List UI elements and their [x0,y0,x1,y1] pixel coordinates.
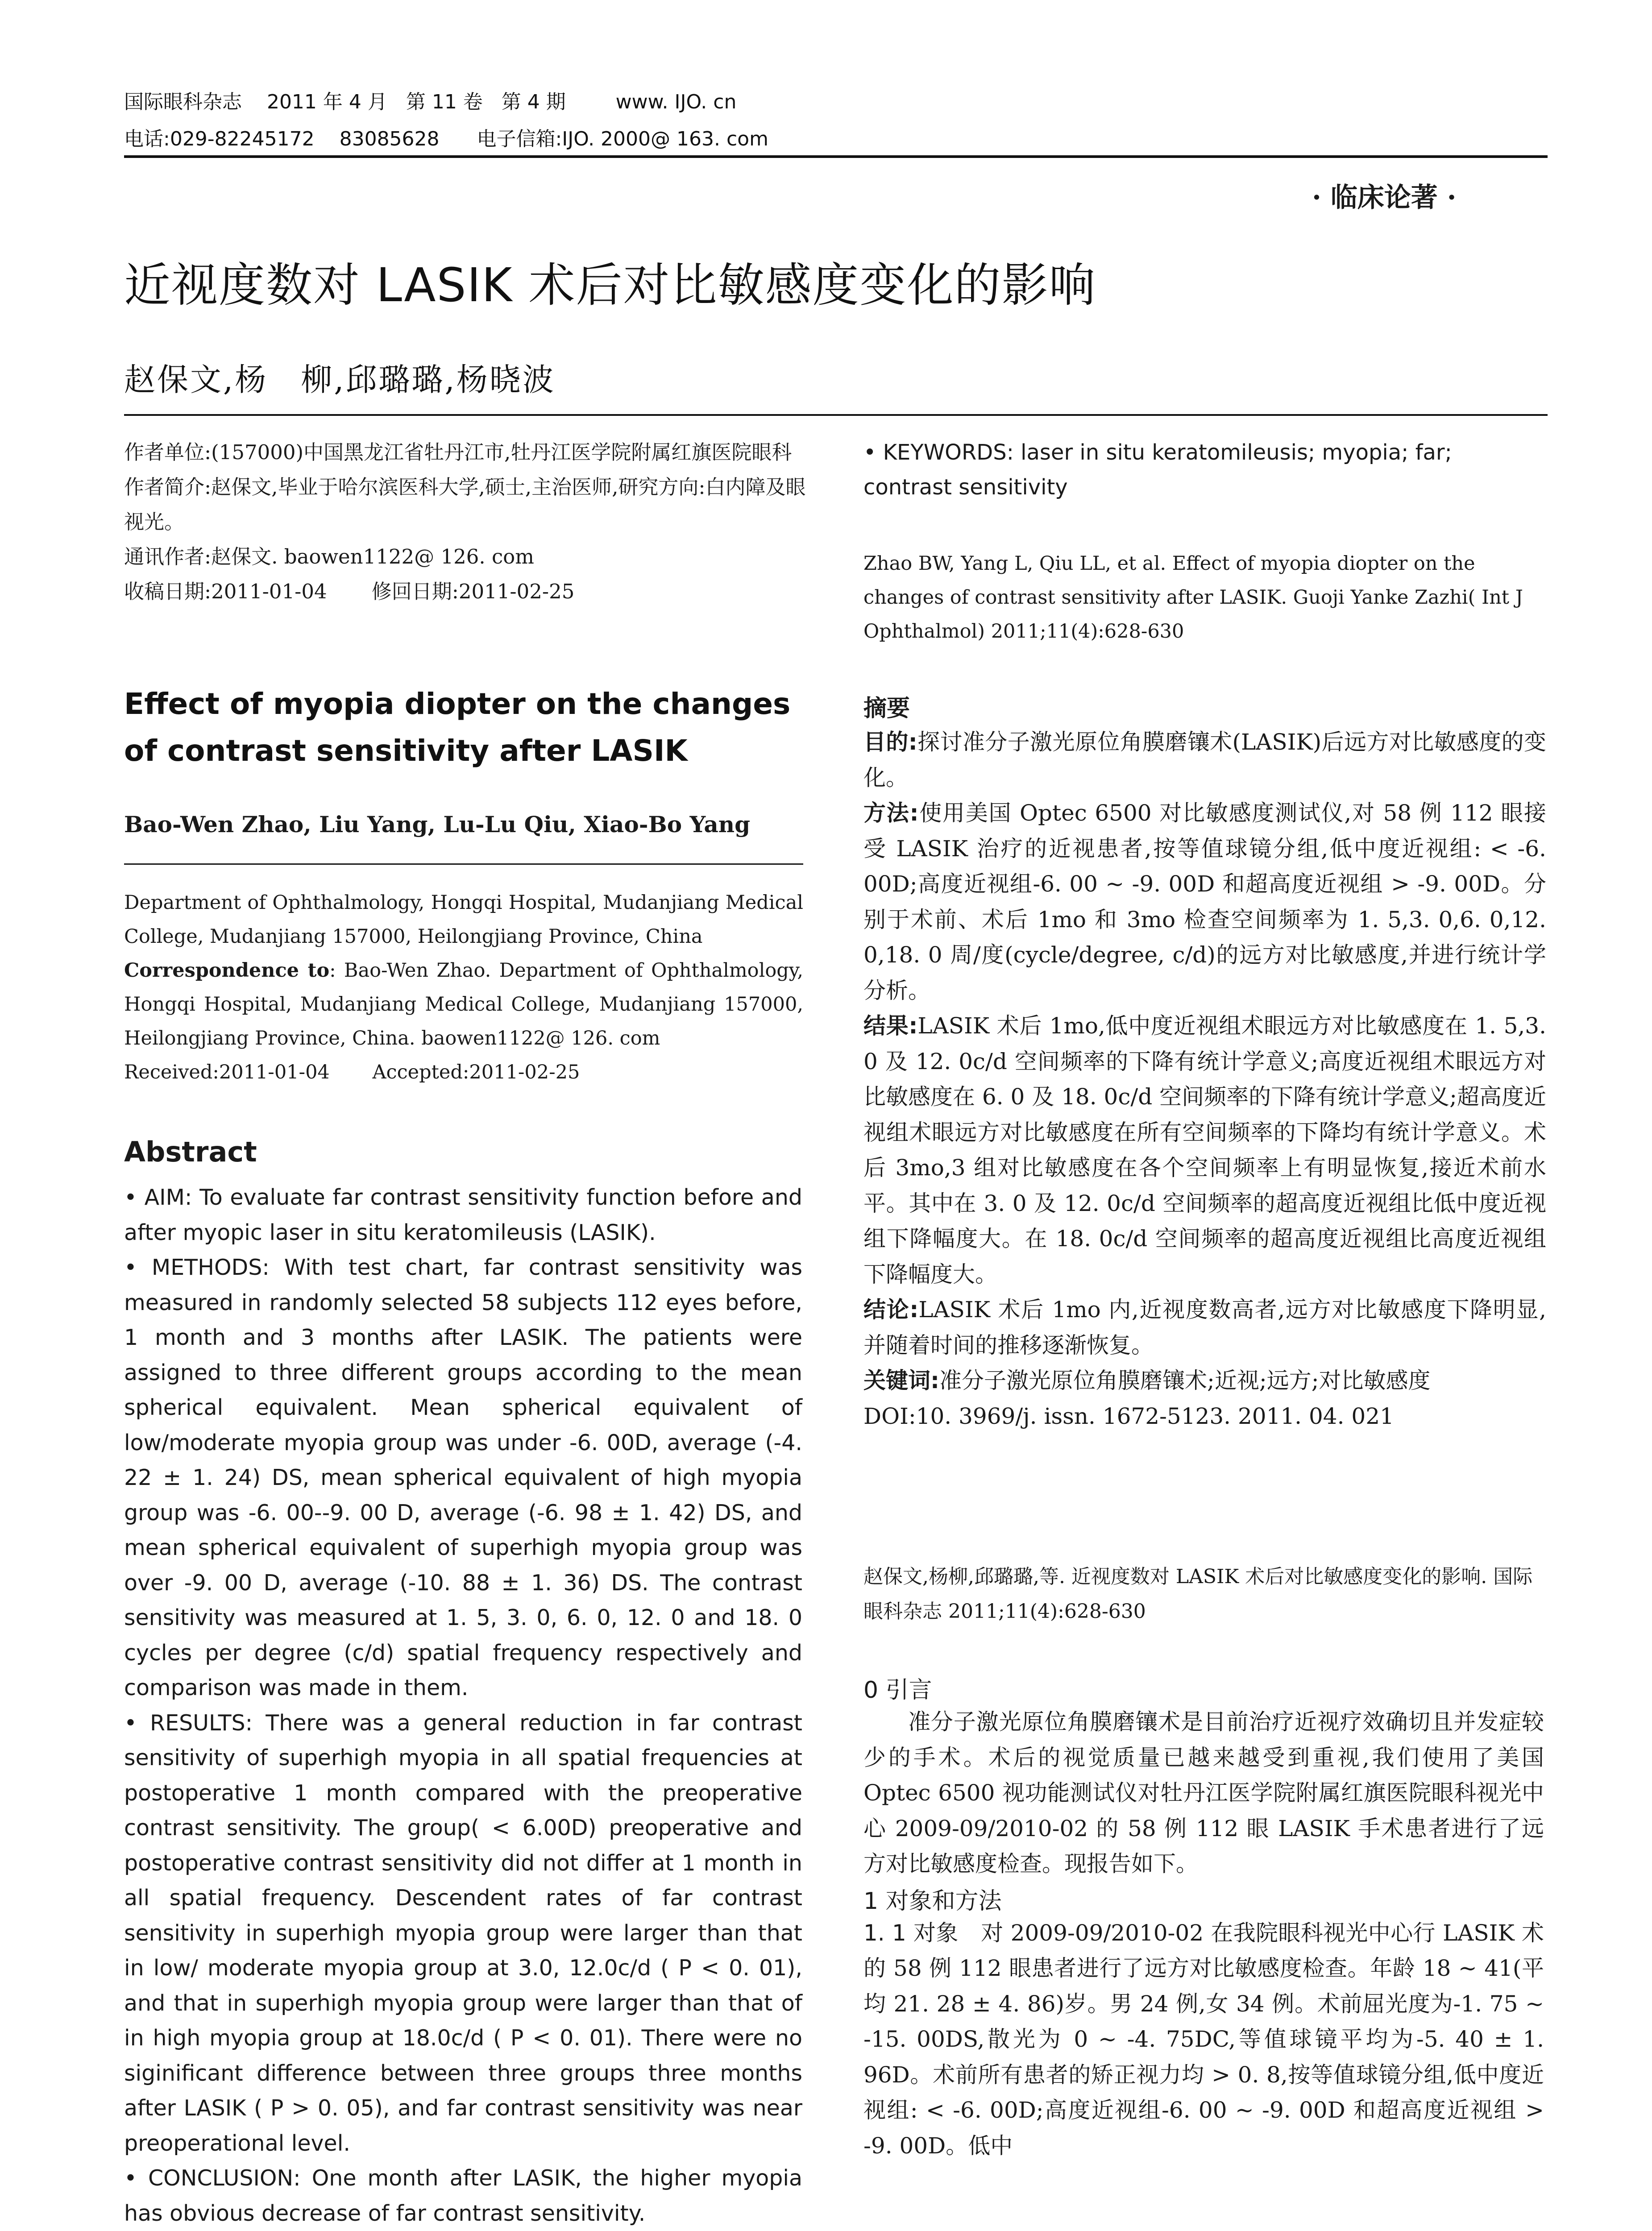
department: Department of Ophthalmology, Hongqi Hospital, Mudanjiang Medical College, Mudanjiang 157000, Heilongjiang Province, China [124,892,803,948]
en-citation: Zhao BW, Yang L, Qiu LL, et al. Effect of myopia diopter on the changes of contrast sensitivity after LASIK. Guoji Yanke Zazhi( Int J Ophthalmol) 2011;11(4):628-630 [863,552,1523,643]
cn-aim-label: 目的: [863,729,917,755]
title-rule [124,414,1548,416]
cn-citation: 赵保文,杨柳,邱璐璐,等. 近视度数对 LASIK 术后对比敏感度变化的影响. 国际眼科杂志 2011;11(4):628-630 [863,1565,1533,1623]
en-authors-block [124,811,807,838]
en-abstract [124,1180,802,2231]
abstract-conclusion: • CONCLUSION: One month after LASIK, the higher myopia has obvious decrease of far contrast sensitivity. [124,2165,802,2226]
en-title: Effect of myopia diopter on the changes of contrast sensitivity after LASIK [124,687,791,768]
cn-authors: 赵保文,杨 柳,邱璐璐,杨晓波 [124,361,556,398]
zhaiyao-heading: 摘要 [863,695,910,722]
affiliation-block [124,435,807,609]
right-column-top [863,435,1546,505]
cn-abstract [863,689,1546,1434]
journal-header-line2: 电话:029-82245172 83085628 电子信箱:IJO. 2000@ 163. com [124,128,768,150]
cn-keywords-label: 关键词: [863,1368,939,1393]
header-rule [124,155,1548,158]
cn-conclusion-label: 结论: [863,1297,919,1323]
correspondence-label: Correspondence to [124,959,330,982]
subjects-paragraph: 对 2009-09/2010-02 在我院眼科视光中心行 LASIK 术的 58 例 112 眼患者进行了远方对比敏感度检查。年龄 18 ~ 41(平均 21. 28 ± 4. 86)岁。男 24 例,女 34 例。术前屈光度为-1. 75 ~ -15. 00DS,散光为 0 ~ -4. 75DC,等值球镜平均为-5. 40 ± 1. 96D。术前所有患者的矫正视力均 > 0. 8,按等值球镜分组,低中度近视组: < -6. 00D;高度近视组-6. 00 ~ -9. 00D 和超高度近视组 > -9. 00D。低中 [863,1920,1544,2159]
department-block [124,886,803,1089]
correspondence-text: : Bao-Wen Zhao. Department of Ophthalmology, Hongqi Hospital, Mudanjiang Medical College, Mudanjiang 157000, Heilongjiang Province, China. baowen1122@ 126. com [124,959,803,1049]
cn-results: LASIK 术后 1mo,低中度近视组术眼远方对比敏感度在 1. 5,3. 0 及 12. 0c/d 空间频率的下降有统计学意义;高度近视组术眼远方对比敏感度在 6. 0 及 18. 0c/d 空间频率的下降有统计学意义;超高度近视组术眼远方对比敏感度在所有空间频率的下降均有统计学意义。术后 3mo,3 组对比敏感度在各个空间频率上有明显恢复,接近术前水平。其中在 3. 0 及 12. 0c/d 空间频率的超高度近视组比低中度近视组下降幅度大。在 18. 0c/d 空间频率的超高度近视组比高度近视组下降幅度大。 [863,1013,1546,1287]
author-bio: 作者简介:赵保文,毕业于哈尔滨医科大学,硕士,主治医师,研究方向:白内障及眼视光。 [124,475,806,534]
subjects-subheading: 1. 1 对象 [863,1920,959,1946]
abstract-results: • RESULTS: There was a general reduction in far contrast sensitivity of superhigh myopia in all spatial frequencies at postoperative 1 month compared with the preoperative contrast sensitivity. The group( < 6.00D) preoperative and postoperative contrast sensitivity did not differ at 1 month in all spatial frequency. Descendent rates of far contrast sensitivity in superhigh myopia group were larger than that in low/ moderate myopia group at 3.0, 12.0c/d ( P < 0. 01), and that in superhigh myopia group were larger than that of in high myopia group at 18.0c/d ( P < 0. 01). There were no siginificant difference between three groups three months after LASIK ( P > 0. 05), and far contrast sensitivity was near preoperational level. [124,1710,802,2156]
doi: DOI:10. 3969/j. issn. 1672-5123. 2011. 04. 021 [863,1403,1394,1429]
authors-rule [124,863,803,865]
intro-paragraph: 准分子激光原位角膜磨镶术是目前治疗近视疗效确切且并发症较少的手术。术后的视觉质量已越来越受到重视,我们使用了美国 Optec 6500 视功能测试仪对牡丹江医学院附属红旗医院眼科视光中心 2009-09/2010-02 的 58 例 112 眼 LASIK 手术患者进行了远方对比敏感度检查。现报告如下。 [863,1709,1544,1877]
author-unit: 作者单位:(157000)中国黑龙江省牡丹江市,牡丹江医学院附属红旗医院眼科 [124,440,792,464]
cn-keywords: 准分子激光原位角膜磨镶术;近视;远方;对比敏感度 [939,1368,1431,1393]
cn-citation-block [863,1559,1546,1629]
cn-methods-label: 方法: [863,800,919,826]
cn-results-label: 结果: [863,1013,918,1039]
abstract-methods: • METHODS: With test chart, far contrast sensitivity was measured in randomly selected 58 subjects 112 eyes before, 1 month and 3 months after LASIK. The patients were assigned to three different groups according to the mean spherical equivalent. Mean spherical equivalent of low/moderate myopia group was under -6. 00D, average (-4. 22 ± 1. 24) DS, mean spherical equivalent of high myopia group was -6. 00--9. 00 D, average (-6. 98 ± 1. 42) DS, and mean spherical equivalent of superhigh myopia group was over -9. 00 D, average (-10. 88 ± 1. 36) DS. The contrast sensitivity was measured at 1. 5, 3. 0, 6. 0, 12. 0 and 18. 0 cycles per degree (c/d) spatial frequency respectively and comparison was made in them. [124,1255,802,1700]
en-citation-block [863,547,1546,648]
left-column [124,435,807,609]
cn-aim: 探讨准分子激光原位角膜磨镶术(LASIK)后远方对比敏感度的变化。 [863,729,1546,791]
en-title-block [124,680,807,774]
section-tag: · 临床论著 · [1312,182,1457,213]
journal-header-line1: 国际眼科杂志 2011 年 4 月 第 11 卷 第 4 期 www. IJO. cn [124,91,737,113]
abstract-heading: Abstract [124,1136,257,1168]
body-text [863,1671,1544,2164]
cn-conclusion: LASIK 术后 1mo 内,近视度数高者,远方对比敏感度下降明显,并随着时间的推移逐渐恢复。 [863,1297,1547,1358]
intro-heading: 0 引言 [863,1677,932,1704]
cn-methods: 使用美国 Optec 6500 对比敏感度测试仪,对 58 例 112 眼接受 LASIK 治疗的近视患者,按等值球镜分组,低中度近视组: < -6. 00D;高度近视组-6. 00 ~ -9. 00D 和超高度近视组 > -9. 00D。分别于术前、术后 1mo 和 3mo 检查空间频率为 1. 5,3. 0,6. 0,12. 0,18. 0 周/度(cycle/degree, c/d)的远方对比敏感度,并进行统计学分析。 [863,800,1546,1004]
abstract-heading-block [124,1136,807,1168]
cn-title: 近视度数对 LASIK 术后对比敏感度变化的影响 [124,258,1096,312]
abstract-aim: • AIM: To evaluate far contrast sensitivity function before and after myopic laser in situ keratomileusis (LASIK). [124,1185,802,1245]
en-keywords: • KEYWORDS: laser in situ keratomileusis; myopia; far; contrast sensitivity [863,440,1452,500]
received-dates-en: Received:2011-01-04 Accepted:2011-02-25 [124,1061,580,1083]
corresponding-author: 通讯作者:赵保文. baowen1122@ 126. com [124,545,534,568]
methods-heading: 1 对象和方法 [863,1887,1002,1915]
received-dates-cn: 收稿日期:2011-01-04 修回日期:2011-02-25 [124,580,575,603]
en-authors: Bao-Wen Zhao, Liu Yang, Lu-Lu Qiu, Xiao-Bo Yang [124,811,751,838]
